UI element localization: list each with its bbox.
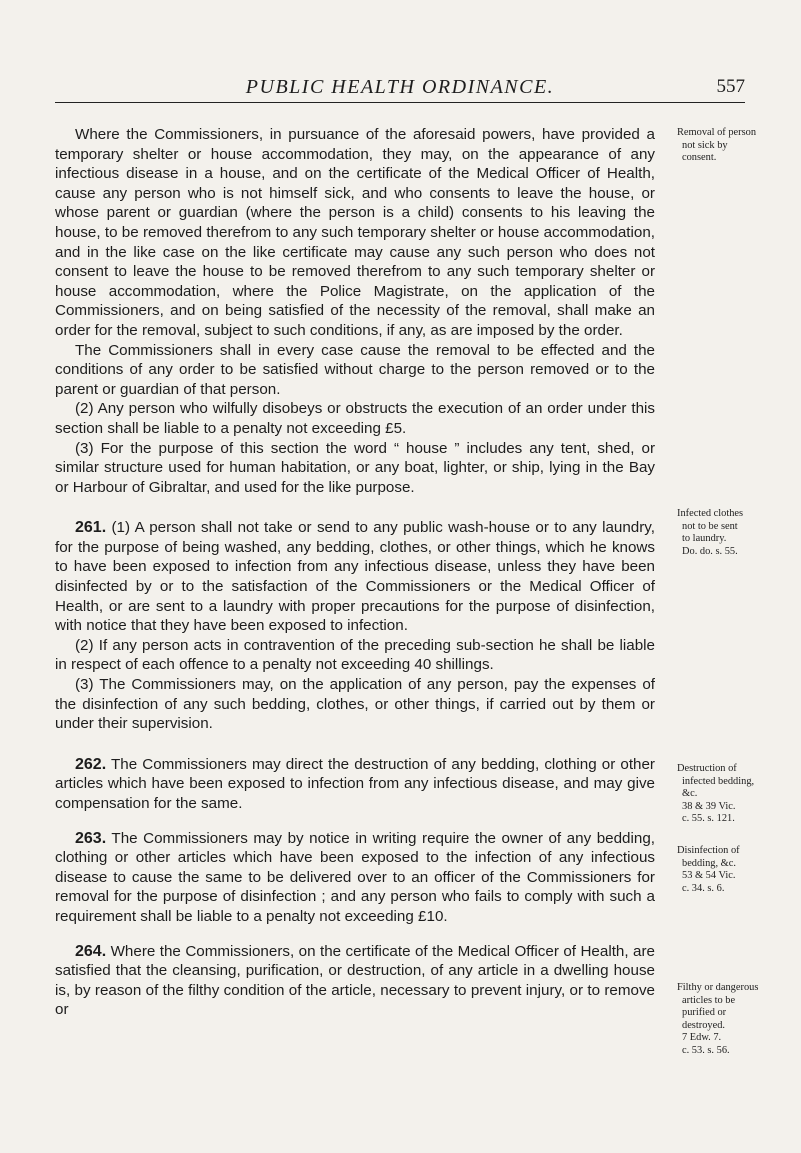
section-number: 262.: [75, 755, 107, 773]
section-264: [55, 942, 655, 1020]
paragraph: Where the Commissioners, in pursuance of the aforesaid powers, have provided a temporary shelter or house accommodation, they may, on the appearance of any infectious disease in a house, and on the certificate of the Medical Officer of Health, cause any person who is not himself sick, and who consents to leave the house, or whose parent or guardian (where the person is a child) consents to his leaving the house, to be removed therefrom to any such temporary shelter or house accommodation, and in the like case on the like certificate may cause any such person who does not consent to leave the house to be removed therefrom to any such temporary shelter or house accommodation, where the Police Magistrate, on the application of the Commissioners, and on being satisfied of the necessity of the removal, shall make an order for the removal, subject to such conditions, if any, as are imposed by the order.: [55, 126, 655, 339]
section-text: The Commissioners may by notice in writing require the owner of any bedding, clothing or other articles which have been exposed to the infection of any infectious disease to cause the same to be delivered over to an officer of the Commissioners for removal for the purpose of disinfection ; and any person who fails to comply with such a requirement shall be liable to a penalty not exceeding £10.: [55, 829, 655, 925]
margin-note-destruction: Destruction of infected bedding, &c. 38 & 39 Vic. c. 55. s. 121.: [677, 763, 755, 825]
section-text: Where the Commissioners, on the certificate of the Medical Officer of Health, are satisfied that the cleansing, purification, or destruction, of any article in a dwelling house is, by reason of the filthy condition of the article, necessary to prevent injury, or to remove or: [55, 942, 655, 1019]
section-text: The Commissioners may direct the destruction of any bedding, clothing or other articles which have been exposed to infection from any infectious disease, and may give compensation for the same.: [55, 755, 655, 812]
section-text: (1) A person shall not take or send to any public wash-house or to any laundry, for the purpose of being washed, any bedding, clothes, or other things, which he knows to have been exposed to infection from any infectious disease, unless they have been disinfected by or to the satisfaction of the Commissioners or the Medical Officer of Health, or are sent to a laundry with proper precautions for the purpose of disinfection, with notice that they have been exposed to infection.: [55, 519, 655, 635]
main-text: [55, 125, 655, 1020]
section-number: 264.: [75, 942, 107, 960]
section-261: [55, 518, 655, 636]
section-number: 263.: [75, 829, 107, 847]
section-number: 261.: [75, 519, 107, 537]
margin-note-infected-clothes: Infected clothes not to be sent to laundry. Do. do. s. 55.: [677, 508, 744, 557]
paragraph: The Commissioners shall in every case cause the removal to be effected and the conditions of any order to be satisfied without charge to the person removed or to the parent or guardian of that person.: [55, 341, 655, 398]
running-header: [55, 72, 745, 108]
paragraph: (3) The Commissioners may, on the application of any person, pay the expenses of the disinfection of any such bedding, clothes, or other things, if carried out by them or under their supervision.: [55, 676, 655, 733]
margin-note-disinfection: Disinfection of bedding, &c. 53 & 54 Vic. c. 34. s. 6.: [677, 845, 740, 894]
paragraph: (2) If any person acts in contravention of the preceding sub-section he shall be liable in respect of each offence to a penalty not exceeding 40 shillings.: [55, 636, 655, 674]
header-rule: [55, 102, 745, 103]
paragraph: (2) Any person who wilfully disobeys or obstructs the execution of an order under this section shall be liable to a penalty not exceeding £5.: [55, 400, 655, 437]
section-262: [55, 755, 655, 814]
margin-note-filthy-articles: Filthy or dangerous articles to be purified or destroyed. 7 Edw. 7. c. 53. s. 56.: [677, 982, 759, 1056]
margin-note-removal: Removal of person not sick by consent.: [677, 127, 757, 164]
section-263: [55, 829, 655, 927]
running-title: PUBLIC HEALTH ORDINANCE.: [245, 76, 555, 98]
paragraph: (3) For the purpose of this section the word “ house ” includes any tent, shed, or similar structure used for human habitation, or any boat, lighter, or ship, lying in the Bay or Harbour of Gibraltar, and used for the like purpose.: [55, 439, 655, 496]
page-number: 557: [716, 76, 745, 97]
